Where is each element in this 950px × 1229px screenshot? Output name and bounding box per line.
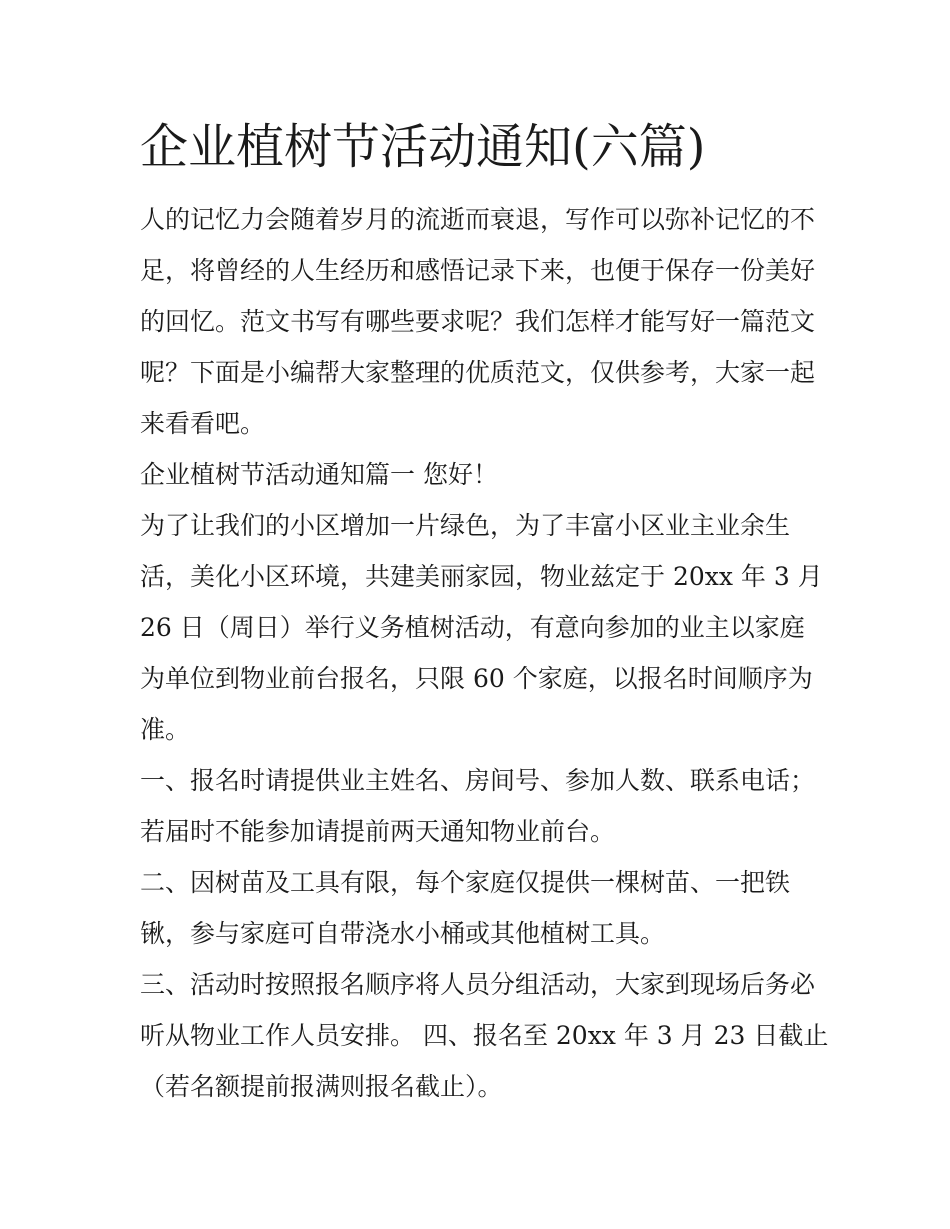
paragraph-line: 活，美化小区环境，共建美丽家园，物业兹定于 20xx 年 3 月 <box>140 562 823 591</box>
list-item-line: 若届时不能参加请提前两天通知物业前台。 <box>140 817 616 846</box>
list-item-line: 一、报名时请提供业主姓名、房间号、参加人数、联系电话； <box>140 766 816 795</box>
section-heading: 企业植树节活动通知篇一 您好！ <box>140 460 498 489</box>
list-item-line: 锹，参与家庭可自带浇水小桶或其他植树工具。 <box>140 919 666 948</box>
list-item-line: 听从物业工作人员安排。 四、报名至 20xx 年 3 月 23 日截止 <box>140 1021 829 1050</box>
paragraph-line: 为了让我们的小区增加一片绿色，为了丰富小区业主业余生 <box>140 511 791 540</box>
list-item-line: （若名额提前报满则报名截止）。 <box>140 1072 503 1101</box>
paragraph-line: 的回忆。范文书写有哪些要求呢？我们怎样才能写好一篇范文 <box>140 307 816 336</box>
paragraph-line: 为单位到物业前台报名，只限 60 个家庭，以报名时间顺序为 <box>140 664 813 693</box>
paragraph-line: 呢？下面是小编帮大家整理的优质范文，仅供参考，大家一起 <box>140 358 816 387</box>
paragraph-line: 足，将曾经的人生经历和感悟记录下来，也便于保存一份美好 <box>140 256 816 285</box>
list-item-line: 二、因树苗及工具有限，每个家庭仅提供一棵树苗、一把铁 <box>140 868 791 897</box>
document-title: 企业植树节活动通知(六篇) <box>140 119 706 175</box>
paragraph-line: 人的记忆力会随着岁月的流逝而衰退，写作可以弥补记忆的不 <box>140 205 816 234</box>
list-item-line: 三、活动时按照报名顺序将人员分组活动，大家到现场后务必 <box>140 970 816 999</box>
paragraph-line: 26 日（周日）举行义务植树活动，有意向参加的业主以家庭 <box>140 613 805 642</box>
paragraph-line: 准。 <box>140 715 191 744</box>
paragraph-line: 来看看吧。 <box>140 409 266 438</box>
